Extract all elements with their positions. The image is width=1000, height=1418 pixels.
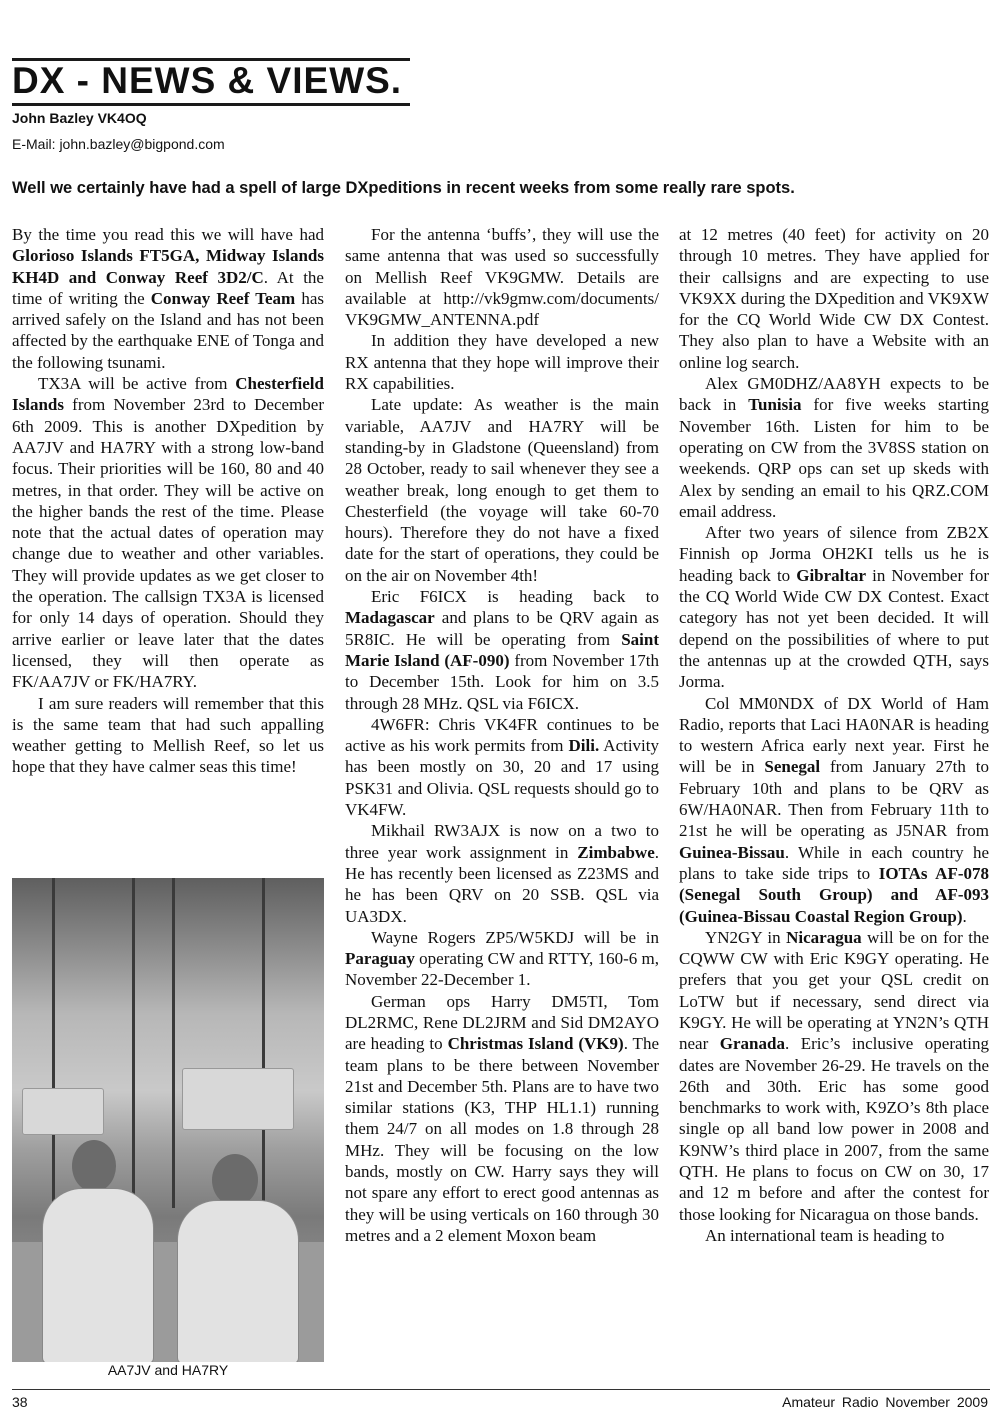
paragraph: Eric F6ICX is heading back to Madagascar and plans to be QRV again as 5R8IC. He will be operating from Saint Marie Island (AF-090) from November 17th to December 15th. Look for him on 3.5 through 28 MHz. QSL via F6ICX. — [345, 587, 659, 713]
paragraph: Late update: As weather is the main variable, AA7JV and HA7RY will be standing-by in Gladstone (Queensland) from 28 October, ready to sail whenever they see a weather break, long enough to get them to Chesterfield (the voyage will take 60-70 hours). Therefore they do not have a fixed date for the start of operations, they could be on the air on November 4th! — [345, 395, 659, 585]
paragraph: Mikhail RW3AJX is now on a two to three year work assignment in Zimbabwe. He has recently been licensed as Z23MS and he has been QRV on 20 SSB. QSL via UA3DX. — [345, 821, 659, 926]
paragraph: By the time you read this we will have had Glorioso Islands FT5GA, Midway Islands KH4D and Conway Reef 3D2/C. At the time of writing the Conway Reef Team has arrived safely on the Island and has not been affected by the earthquake ENE of Tonga and the following tsunami. — [12, 225, 324, 372]
article-column-3 — [679, 224, 989, 1246]
footer-rule — [12, 1389, 990, 1390]
article-column-1 — [12, 224, 324, 778]
person-right — [177, 1200, 299, 1362]
lead-paragraph: Well we certainly have had a spell of large DXpeditions in recent weeks from some really rare spots. — [12, 179, 795, 197]
person-head — [212, 1154, 258, 1206]
boat-mast — [262, 878, 265, 1208]
paragraph: at 12 metres (40 feet) for activity on 20 through 10 metres. They have applied for their callsigns and are expecting to use VK9XX during the DXpedition and VK9XW for the CQ World Wide CW DX Contest. They also plan to have a Website with an online log search. — [679, 225, 989, 372]
paragraph: An international team is heading to — [705, 1225, 945, 1245]
paragraph: After two years of silence from ZB2X Finnish op Jorma OH2KI tells us he is heading back to Gibraltar in November for the CQ World Wide CW DX Contest. Exact category has not yet been decided. It will depend on the possibilities of where to put the antennas up at the crowded QTH, says Jorma. — [679, 523, 989, 692]
paragraph: In addition they have developed a new RX antenna that they hope will improve their RX capabilities. — [345, 331, 659, 394]
publication-footer: Amateur Radio November 2009 — [782, 1394, 988, 1410]
paragraph: Wayne Rogers ZP5/W5KDJ will be in Paraguay operating CW and RTTY, 160-6 m, November 22-December 1. — [345, 927, 659, 990]
paragraph: 4W6FR: Chris VK4FR continues to be active as his work permits from Dili. Activity has been mostly on 30, 20 and 17 using PSK31 and Olivia. QSL requests should go to VK4FW. — [345, 714, 660, 820]
paragraph: Alex GM0DHZ/AA8YH expects to be back in Tunisia for five weeks starting November 16th. Listen for him to be operating on CW from the 3V8SS station on weekends. QRP ops can set up skeds with Alex by sending an email to his QRZ.COM email address. — [679, 374, 989, 521]
storage-tank — [22, 1088, 104, 1135]
paragraph: TX3A will be active from Chesterfield Islands from November 23rd to December 6th 2009. This is another DXpedition by AA7JV and HA7RY with a strong low-band focus. Their priorities will be 160, 80 and 40 metres, in that order. They will be active on the higher bands the rest of the time. Please note that the actual dates of operation may change due to weather and other variables. They will provide updates as we get closer to the operation. The callsign TX3A is licensed for only 14 days of operation. Should they arrive earlier or leave later that the dates licensed, they will then operate as FK/AA7JV or FK/HA7RY. — [12, 374, 324, 692]
boat-mast — [52, 878, 55, 1208]
author-name: John Bazley VK4OQ — [12, 110, 147, 126]
photo-caption: AA7JV and HA7RY — [107, 1362, 229, 1378]
team-photo — [12, 878, 324, 1362]
paragraph: I am sure readers will remember that this is the same team that had such appalling weather getting to Mellish Reef, so let us hope that they have calmer seas this time! — [12, 693, 324, 777]
page-title: DX - NEWS & VIEWS. — [12, 60, 403, 101]
paragraph: German ops Harry DM5TI, Tom DL2RMC, Rene DL2JRM and Sid DM2AYO are heading to Christmas Island (VK9). The team plans to be there between November 21st and December 5th. Plans are to have two similar stations (K3, THP HL1.1) running them 24/7 on all modes on 1.8 through 28 MHz. They will be focusing on the low bands, mostly on CW. Harry says they will not spare any effort to erect good antennas as they will be using verticals on 160 through 30 metres and a 2 element Moxon beam — [345, 991, 659, 1245]
person-left — [42, 1188, 154, 1362]
paragraph: YN2GY in Nicaragua will be on for the CQWW CW with Eric K9GY operating. He prefers that you get your QSL credit on LoTW but if necessary, send direct via K9GY. He will be operating at YN2N’s QTH near Granada. Eric’s inclusive operating dates are November 26-29. He travels on the 26th and 30th. Eric has some good benchmarks to work with, K9ZO’s 8th place single op all band low power in 2008 and K9NW’s third place in 2007, from the same QTH. He plans to focus on CW on 30, 17 and 12 m before and after the contest for those looking for Nicaragua on those bands. — [679, 927, 989, 1224]
title-bottom-rule — [12, 103, 410, 106]
author-email: E-Mail: john.bazley@bigpond.com — [12, 136, 225, 152]
page-number: 38 — [12, 1394, 28, 1410]
boat-mast — [172, 878, 175, 1208]
boat-mast — [132, 878, 135, 1208]
storage-tank — [182, 1068, 294, 1130]
article-column-2 — [345, 224, 659, 1246]
paragraph: Col MM0NDX of DX World of Ham Radio, reports that Laci HA0NAR is heading to western Africa early next year. First he will be in Senegal from January 27th to February 10th and plans to be QRV as 6W/HA0NAR. Then from February 11th to 21st he will be operating as J5NAR from Guinea-Bissau. While in each country he plans to take side trips to IOTAs AF-078 (Senegal South Group) and AF-093 (Guinea-Bissau Coastal Region Group). — [679, 693, 990, 926]
paragraph: For the antenna ‘buffs’, they will use the same antenna that was used so successfully on Mellish Reef VK9GMW. Details are available at http://vk9gmw.com/documents/ VK9GMW_ANTENNA.pdf — [345, 225, 659, 330]
person-head — [72, 1140, 116, 1192]
